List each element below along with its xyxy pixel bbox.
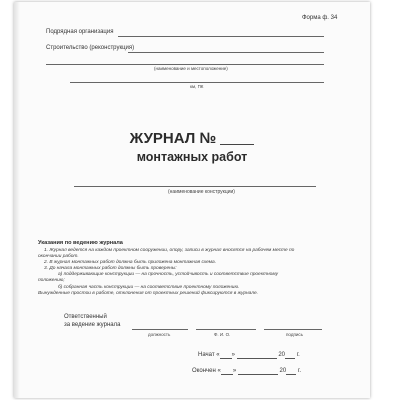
name-caption: Ф. И. О.: [214, 332, 231, 337]
instruction-line: а) поддерживающие конструкции — на прочность, устойчивость и соответствие проектному: [58, 272, 278, 277]
start-open-quote: «: [216, 352, 220, 358]
instruction-line: Вынужденные простои в работе, отклонения от проектных решений фиксируются в журнале.: [38, 291, 258, 296]
km-pk-caption: км, ПК: [190, 84, 204, 89]
end-open-quote: «: [217, 368, 221, 374]
structure-caption: (наименование конструкции): [168, 189, 235, 195]
end-close-quote: »: [232, 368, 237, 374]
end-month-blank: [238, 368, 278, 375]
end-day-blank: [221, 368, 233, 375]
start-day-blank: [220, 352, 232, 359]
instruction-line: 1. Журнал ведется на каждом проектном сооружении, опору, записи в журнал вносятся на рабочем месте по: [44, 248, 295, 253]
start-year-blank: [285, 352, 295, 359]
responsible-label-line2: за ведение журнала: [64, 322, 121, 328]
name-location-caption: (наименование и местоположение): [154, 66, 228, 71]
contractor-label: Подрядная организация: [46, 29, 114, 35]
construction-label: Строительство (реконструкция): [46, 45, 135, 51]
name-underline: [196, 329, 256, 330]
start-month-blank: [237, 352, 277, 359]
instruction-line: б) собранная часть конструкции — на соответствие проектному положению.: [58, 285, 240, 290]
position-underline: [132, 329, 188, 330]
start-close-quote: »: [231, 352, 235, 358]
contractor-underline: [118, 36, 324, 37]
start-year-prefix: 20: [278, 352, 286, 358]
construction-underline: [128, 52, 324, 53]
journal-title-line1: [14, 130, 370, 147]
end-year-prefix: 20: [279, 368, 287, 374]
start-date-row: [198, 352, 300, 359]
instruction-line: окончании работ.: [38, 254, 79, 259]
signature-underline: [264, 329, 322, 330]
signature-caption: подпись: [286, 332, 304, 337]
construction-underline-2: [46, 64, 324, 65]
instruction-line: положению;: [38, 278, 65, 283]
journal-title-line2: монтажных работ: [136, 150, 248, 164]
journal-cover-page: [14, 2, 370, 398]
instructions-heading: Указания по ведению журнала: [38, 240, 123, 246]
journal-title-prefix: ЖУРНАЛ №: [129, 130, 217, 147]
journal-number-blank: [220, 132, 254, 145]
position-caption: должность: [148, 332, 171, 337]
instruction-line: 3. До начала монтажных работ должны быть проверены:: [44, 266, 177, 271]
start-year-suffix: г.: [296, 352, 300, 358]
end-year-blank: [286, 368, 296, 375]
location-underline: [70, 82, 324, 83]
end-date-row: [192, 368, 301, 375]
end-label: Окончен: [192, 368, 216, 374]
end-year-suffix: г.: [297, 368, 301, 374]
structure-underline: [74, 186, 316, 187]
form-code: Форма ф. 34: [302, 15, 338, 21]
page-edge-shadow: [14, 2, 20, 398]
start-label: Начат: [198, 352, 215, 358]
responsible-label-line1: Ответственный: [64, 314, 107, 320]
instruction-line: 2. В журнал монтажных работ должна быть приложена монтажная схема.: [44, 260, 217, 265]
